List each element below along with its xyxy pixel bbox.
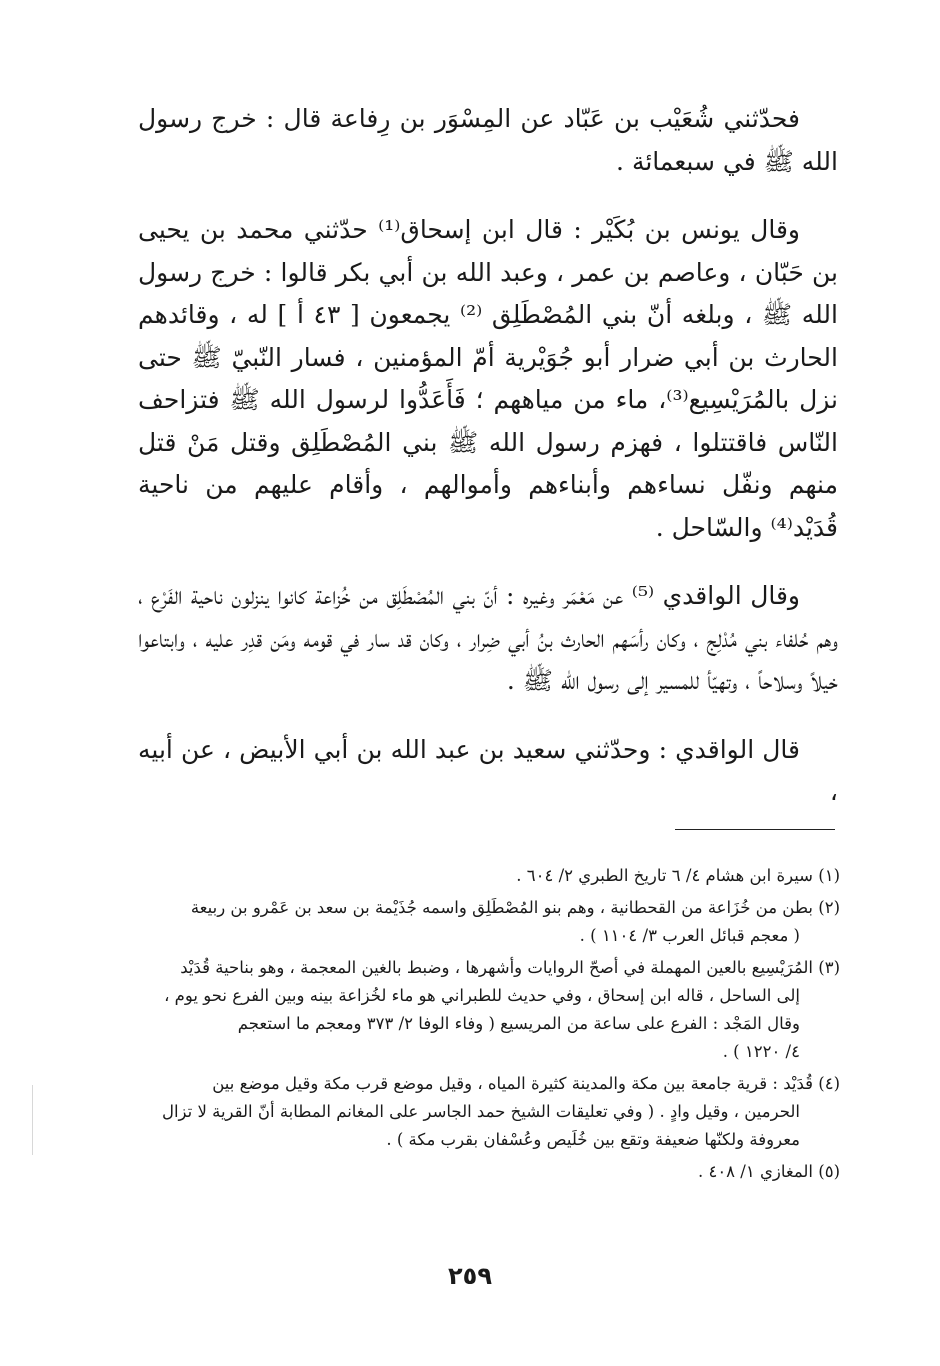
paragraph-1: فحدّثني شُعَيْب بن عَبّاد عن المِسْوَر بن رِفاعة قال : خرج رسول الله ﷺ في سبعمائة . bbox=[138, 104, 838, 176]
footnote-line: (٥) المغازي ١/ ٤٠٨ . bbox=[697, 1162, 840, 1181]
page-number: ٢٥٩ bbox=[448, 1262, 492, 1290]
footnote-line: معروفة ولكنّها ضعيفة وتقع بين خُلَيص وعُسْفان بقرب مكة ) . bbox=[386, 1130, 800, 1149]
footnote-2 bbox=[136, 894, 840, 950]
footnote-line: وقال المَجْد : الفرع على ساعة من المريسيع ( وفاء الوفا ٢/ ٣٧٣ ومعجم ما استعجم bbox=[237, 1014, 800, 1033]
margin-mark bbox=[32, 1085, 33, 1155]
main-text bbox=[138, 98, 838, 840]
footnote-separator bbox=[675, 829, 835, 830]
footnote-5 bbox=[136, 1158, 840, 1186]
footnote-line: (١) سيرة ابن هشام ٤/ ٦ تاريخ الطبري ٢/ ٦٠٤ . bbox=[516, 866, 840, 885]
footnote-4 bbox=[136, 1070, 840, 1154]
footnote-line: (٣) المُرَيْسِيع بالعين المهملة في أصحّ الروايات وأشهرها ، وضبط بالغين المعجمة ، وهو بناحية قُدَيْد bbox=[180, 958, 840, 977]
footnote-3 bbox=[136, 954, 840, 1066]
footnotes bbox=[136, 862, 840, 1190]
paragraph-3: وقال الواقدي ⁽⁵⁾ عن مَعْمَر وغيره : أنّ بني المُصْطَلِق من خُزاعة كانوا ينزلون ناحية الفَرْع ، وهم حُلفاء بني مُدْلِج ، وكان رأسَهم الحارث بنُ أبي ضِرار ، وكان قد سار في قومه ومَن قدِر عليه ، وابتاعوا خيلاً وسلاحاً ، وتهيّأ للمسير إلى رسول الله ﷺ . bbox=[138, 581, 838, 695]
footnote-line: ( معجم قبائل العرب ٣/ ١١٠٤ ) . bbox=[579, 926, 800, 945]
paragraph-2: وقال يونس بن بُكَيْر : قال ابن إسحاق⁽¹⁾ حدّثني محمد بن يحيى بن حَبّان ، وعاصم بن عمر ، وعبد الله بن أبي بكر قالوا : خرج رسول الله ﷺ ، وبلغه أنّ بني المُصْطَلِق ⁽²⁾ يجمعون [ ٤٣ أ ] له ، وقائدهم الحارث بن أبي ضرار أبو جُوَيْرية أمّ المؤمنين ، فسار النّبيّ ﷺ حتى نزل بالمُرَيْسِيع⁽³⁾، ماء من مياههم ؛ فَأَعَدُّوا لرسول الله ﷺ فتزاحف النّاس فاقتتلوا ، فهزم رسول الله ﷺ بني المُصْطَلِق وقتل مَنْ قتل منهم ونفّل نساءهم وأبناءهم وأموالهم ، وأقام عليهم من ناحية قُدَيْد⁽⁴⁾ والسّاحل . bbox=[138, 215, 838, 542]
footnote-line: إلى الساحل ، قاله ابن إسحاق ، وفي حديث للطبراني هو ماء لخُزاعة بينه وبين الفرع نحو يوم ، bbox=[164, 986, 800, 1005]
footnote-line: (٤) قُدَيْد : قرية جامعة بين مكة والمدينة كثيرة المياه ، وقيل موضع قرب مكة وقيل موضع بين bbox=[212, 1074, 840, 1093]
paragraph-4: قال الواقدي : وحدّثني سعيد بن عبد الله بن أبي الأبيض ، عن أبيه ، bbox=[138, 734, 838, 806]
footnote-line: ٤/ ١٢٢٠ ) . bbox=[722, 1042, 800, 1061]
footnote-1 bbox=[136, 862, 840, 890]
footnote-line: الحرمين ، وقيل وادٍ . ( وفي تعليقات الشيخ حمد الجاسر على المغانم المطابة أنّ القرية لا تزال bbox=[161, 1102, 800, 1121]
footnote-line: (٢) بطن من خُزَاعة من القحطانية ، وهم بنو المُصْطَلِق واسمه جُذَيْمة بن سعد بن عَمْرو بن ربيعة bbox=[190, 898, 840, 917]
